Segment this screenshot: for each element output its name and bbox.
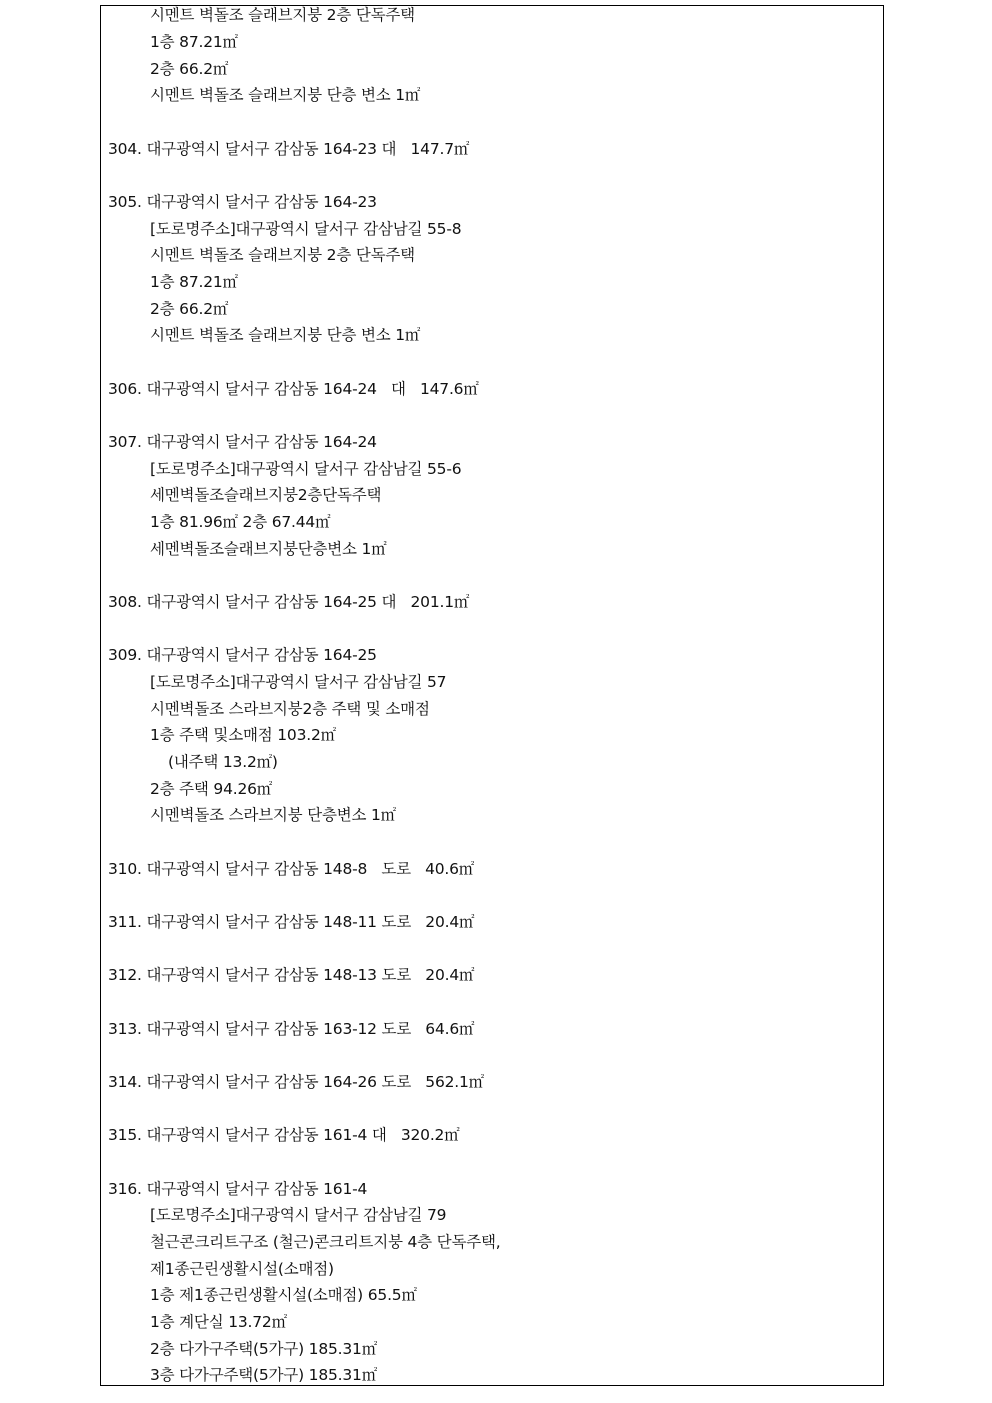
detail-line: 2층 66.2㎡: [150, 60, 229, 78]
detail-line: 세멘벽돌조슬래브지붕단층변소 1㎡: [150, 540, 387, 558]
entry-line: 306. 대구광역시 달서구 감삼동 164-24 대 147.6㎡: [108, 380, 479, 398]
entry-line: 314. 대구광역시 달서구 감삼동 164-26 도로 562.1㎡: [108, 1073, 484, 1091]
entry-line: 313. 대구광역시 달서구 감삼동 163-12 도로 64.6㎡: [108, 1020, 475, 1038]
detail-line: 제1종근린생활시설(소매점): [150, 1260, 334, 1278]
detail-line: [도로명주소]대구광역시 달서구 감삼남길 57: [150, 673, 447, 691]
detail-line: [도로명주소]대구광역시 달서구 감삼남길 55-8: [150, 220, 462, 238]
detail-line: 1층 81.96㎡ 2층 67.44㎡: [150, 513, 331, 531]
detail-line: 시멘벽돌조 스라브지붕 단층변소 1㎡: [150, 806, 396, 824]
detail-line: 시멘트 벽돌조 슬래브지붕 단층 변소 1㎡: [150, 326, 421, 344]
detail-line: [도로명주소]대구광역시 달서구 감삼남길 79: [150, 1206, 447, 1224]
detail-line: 2층 다가구주택(5가구) 185.31㎡: [150, 1340, 377, 1358]
detail-line: 1층 주택 및소매점 103.2㎡: [150, 726, 336, 744]
detail-line: 3층 다가구주택(5가구) 185.31㎡: [150, 1366, 377, 1384]
entry-line: 308. 대구광역시 달서구 감삼동 164-25 대 201.1㎡: [108, 593, 470, 611]
detail-line: 시멘트 벽돌조 슬래브지붕 단층 변소 1㎡: [150, 86, 421, 104]
detail-line: [도로명주소]대구광역시 달서구 감삼남길 55-6: [150, 460, 462, 478]
entry-line: 304. 대구광역시 달서구 감삼동 164-23 대 147.7㎡: [108, 140, 470, 158]
entry-line: 309. 대구광역시 달서구 감삼동 164-25: [108, 646, 377, 664]
detail-line: 철근콘크리트구조 (철근)콘크리트지붕 4층 단독주택,: [150, 1233, 501, 1251]
entry-line: 316. 대구광역시 달서구 감삼동 161-4: [108, 1180, 368, 1198]
detail-line: 2층 66.2㎡: [150, 300, 229, 318]
detail-line: 시멘벽돌조 스라브지붕2층 주택 및 소매점: [150, 700, 430, 718]
entry-line: 307. 대구광역시 달서구 감삼동 164-24: [108, 433, 377, 451]
detail-line: 1층 계단실 13.72㎡: [150, 1313, 287, 1331]
entry-line: 315. 대구광역시 달서구 감삼동 161-4 대 320.2㎡: [108, 1126, 460, 1144]
detail-line: 시멘트 벽돌조 슬래브지붕 2층 단독주택: [150, 246, 415, 264]
detail-line: (내주택 13.2㎡): [168, 753, 278, 771]
detail-line: 2층 주택 94.26㎡: [150, 780, 273, 798]
detail-line: 시멘트 벽돌조 슬래브지붕 2층 단독주택: [150, 6, 415, 24]
entry-line: 310. 대구광역시 달서구 감삼동 148-8 도로 40.6㎡: [108, 860, 475, 878]
detail-line: 1층 87.21㎡: [150, 33, 238, 51]
entry-line: 312. 대구광역시 달서구 감삼동 148-13 도로 20.4㎡: [108, 966, 475, 984]
detail-line: 1층 제1종근린생활시설(소매점) 65.5㎡: [150, 1286, 417, 1304]
detail-line: 세멘벽돌조슬래브지붕2층단독주택: [150, 486, 382, 504]
detail-line: 1층 87.21㎡: [150, 273, 238, 291]
entry-line: 311. 대구광역시 달서구 감삼동 148-11 도로 20.4㎡: [108, 913, 475, 931]
entry-line: 305. 대구광역시 달서구 감삼동 164-23: [108, 193, 377, 211]
